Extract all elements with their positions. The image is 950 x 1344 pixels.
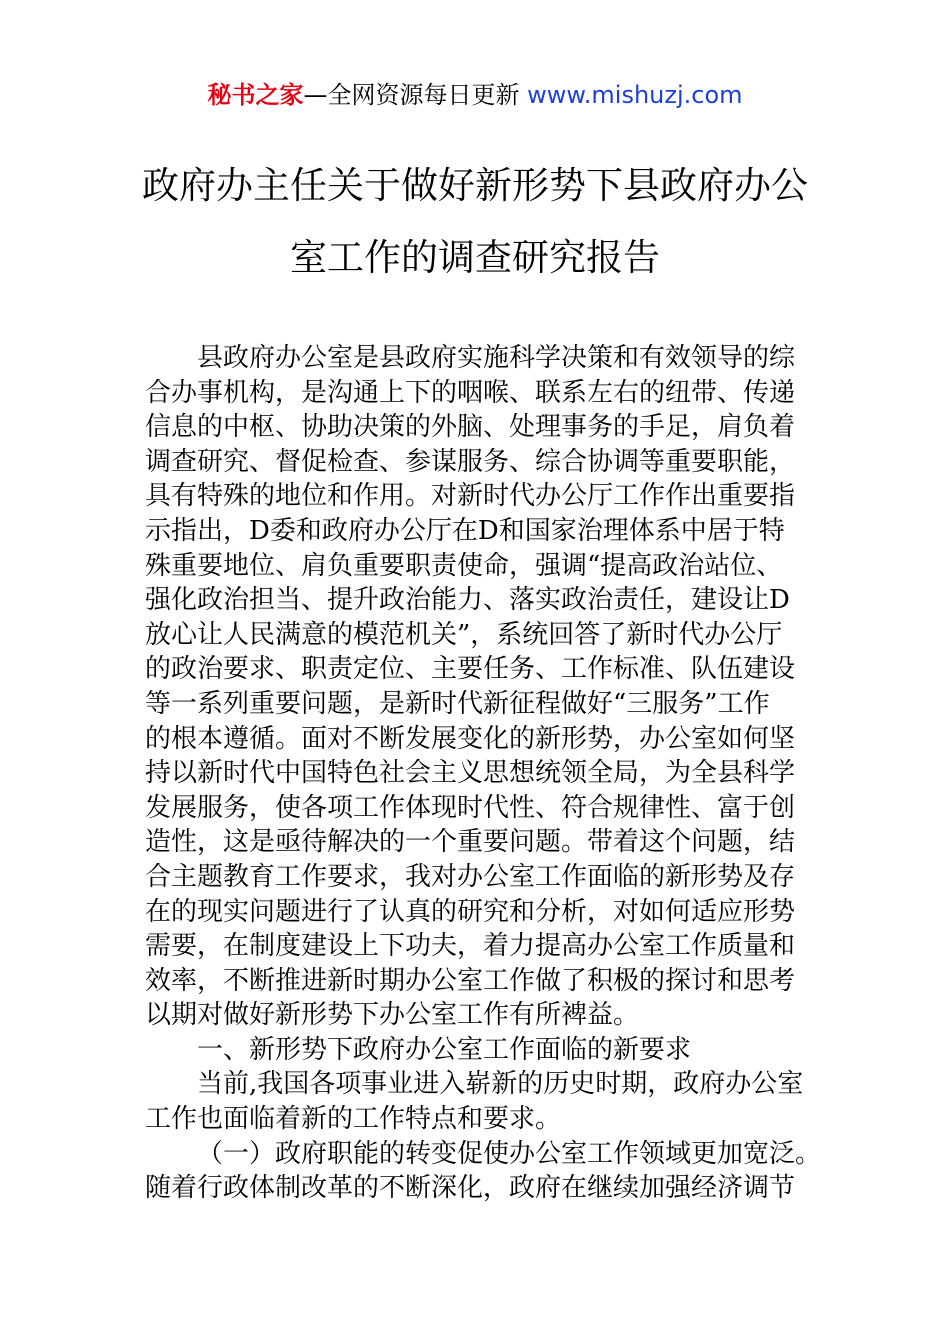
section-heading: 一、新形势下政府办公室工作面临的新要求 [197,1034,692,1065]
body-line: 工作也面临着新的工作特点和要求。 [145,1104,562,1135]
body-line: 调查研究、督促检查、参谋服务、综合协调等重要职能， [145,446,796,477]
header-tagline: —全网资源每日更新 [303,81,528,109]
site-url[interactable]: www.mishuzj.com [527,81,743,109]
body-line: 造性，这是亟待解决的一个重要问题。带着这个问题，结 [145,827,796,858]
document-title [100,150,850,294]
body-line: 合办事机构，是沟通上下的咽喉、联系左右的纽带、传递 [145,377,796,408]
body-line: 等一系列重要问题，是新时代新征程做好“三服务”工作 [145,688,770,719]
body-line: 示指出，D委和政府办公厅在D和国家治理体系中居于特 [145,515,785,546]
body-line: 随着行政体制改革的不断深化，政府在继续加强经济调节 [145,1173,796,1204]
body-line: 殊重要地位、肩负重要职责使命，强调“提高政治站位、 [145,550,783,581]
body-line: 县政府办公室是县政府实施科学决策和有效领导的综 [197,343,796,373]
document-body [145,341,822,1206]
body-line: 强化政治担当、提升政治能力、落实政治责任，建设让D [145,585,790,616]
brand-name: 秘书之家 [207,81,304,109]
body-line: 放心让人民满意的模范机关”，系统回答了新时代办公厅 [145,619,783,650]
body-line: 信息的中枢、协助决策的外脑、处理事务的手足，肩负着 [145,412,796,443]
body-line: 效率，不断推进新时期办公室工作做了积极的探讨和思考 [145,965,796,996]
body-line: 在的现实问题进行了认真的研究和分析，对如何适应形势 [145,896,796,927]
body-line: 需要，在制度建设上下功夫，着力提高办公室工作质量和 [145,931,796,962]
body-line: 的政治要求、职责定位、主要任务、工作标准、队伍建设 [145,654,796,685]
title-line-2: 室工作的调查研究报告 [290,236,660,279]
body-line: 发展服务，使各项工作体现时代性、符合规律性、富于创 [145,792,796,823]
body-line: 合主题教育工作要求，我对办公室工作面临的新形势及存 [145,861,796,892]
subsection-heading: （一）政府职能的转变促使办公室工作领域更加宽泛。 [197,1138,822,1169]
body-line: 当前,我国各项事业进入崭新的历史时期，政府办公室 [197,1069,804,1100]
body-line: 以期对做好新形势下办公室工作有所裨益。 [145,1000,640,1031]
site-header [0,78,950,112]
body-line: 具有特殊的地位和作用。对新时代办公厅工作作出重要指 [145,481,796,512]
body-line: 的根本遵循。面对不断发展变化的新形势，办公室如何坚 [145,723,796,754]
title-line-1: 政府办主任关于做好新形势下县政府办公 [142,164,808,207]
body-line: 持以新时代中国特色社会主义思想统领全局，为全县科学 [145,758,796,789]
